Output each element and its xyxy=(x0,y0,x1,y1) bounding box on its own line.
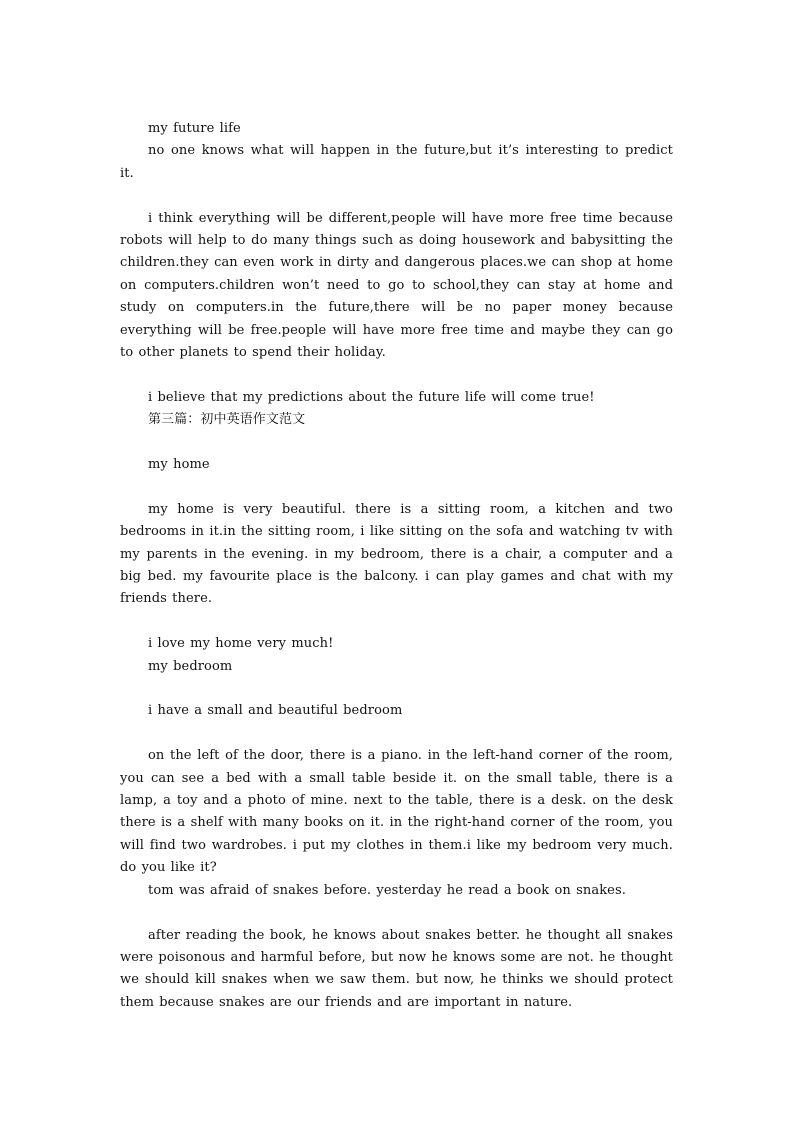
paragraph-gap xyxy=(120,678,673,700)
paragraph: i believe that my predictions about the future life will come true! xyxy=(148,389,595,405)
paragraph: my home xyxy=(148,457,210,473)
paragraph-gap xyxy=(120,432,673,454)
paragraph: tom was afraid of snakes before. yesterday he read a book on snakes. xyxy=(148,882,626,898)
document-page xyxy=(120,118,673,1014)
paragraph-gap xyxy=(120,723,673,745)
paragraph: i have a small and beautiful bedroom xyxy=(148,703,403,719)
paragraph-gap xyxy=(120,476,673,498)
paragraph-gap xyxy=(120,611,673,633)
paragraph: my future life xyxy=(148,121,241,136)
paragraph: i think everything will be different,people will have more free time because robots will help to do many things such as doing housework and babysitting the children.they can even work in dirty and dangerous places.we can shop at home on computers.children won’t need to go to school,they can stay at home and study on computers.in the future,there will be no paper money because everything will be free.people will have more free time and maybe they can go to other planets to spend their holiday. xyxy=(120,210,673,361)
section-heading: 第三篇：初中英语作文范文 xyxy=(148,412,306,428)
paragraph: on the left of the door, there is a piano. in the left-hand corner of the room, you can see a bed with a small table beside it. on the small table, there is a lamp, a toy and a photo of mine. next to the table, there is a desk. on the desk there is a shelf with many books on it. in the right-hand corner of the room, you will find two wardrobes. i put my clothes in them.i like my bedroom very much. do you like it? xyxy=(120,748,673,876)
paragraph: my bedroom xyxy=(148,658,233,674)
paragraph-gap xyxy=(120,185,673,207)
paragraph: after reading the book, he knows about snakes better. he thought all snakes were poisonous and harmful before, but now he knows some are not. he thought we should kill snakes when we saw them. but now, he thinks we should protect them because snakes are our friends and are important in nature. xyxy=(120,927,673,1010)
paragraph: no one knows what will happen in the future,but it’s interesting to predict it. xyxy=(120,143,673,181)
paragraph-gap xyxy=(120,364,673,386)
paragraph: my home is very beautiful. there is a sitting room, a kitchen and two bedrooms in it.in the sitting room, i like sitting on the sofa and watching tv with my parents in the evening. in my bedroom, there is a chair, a computer and a big bed. my favourite place is the balcony. i can play games and chat with my friends there. xyxy=(120,501,673,607)
paragraph: i love my home very much! xyxy=(148,636,334,652)
paragraph-gap xyxy=(120,902,673,924)
